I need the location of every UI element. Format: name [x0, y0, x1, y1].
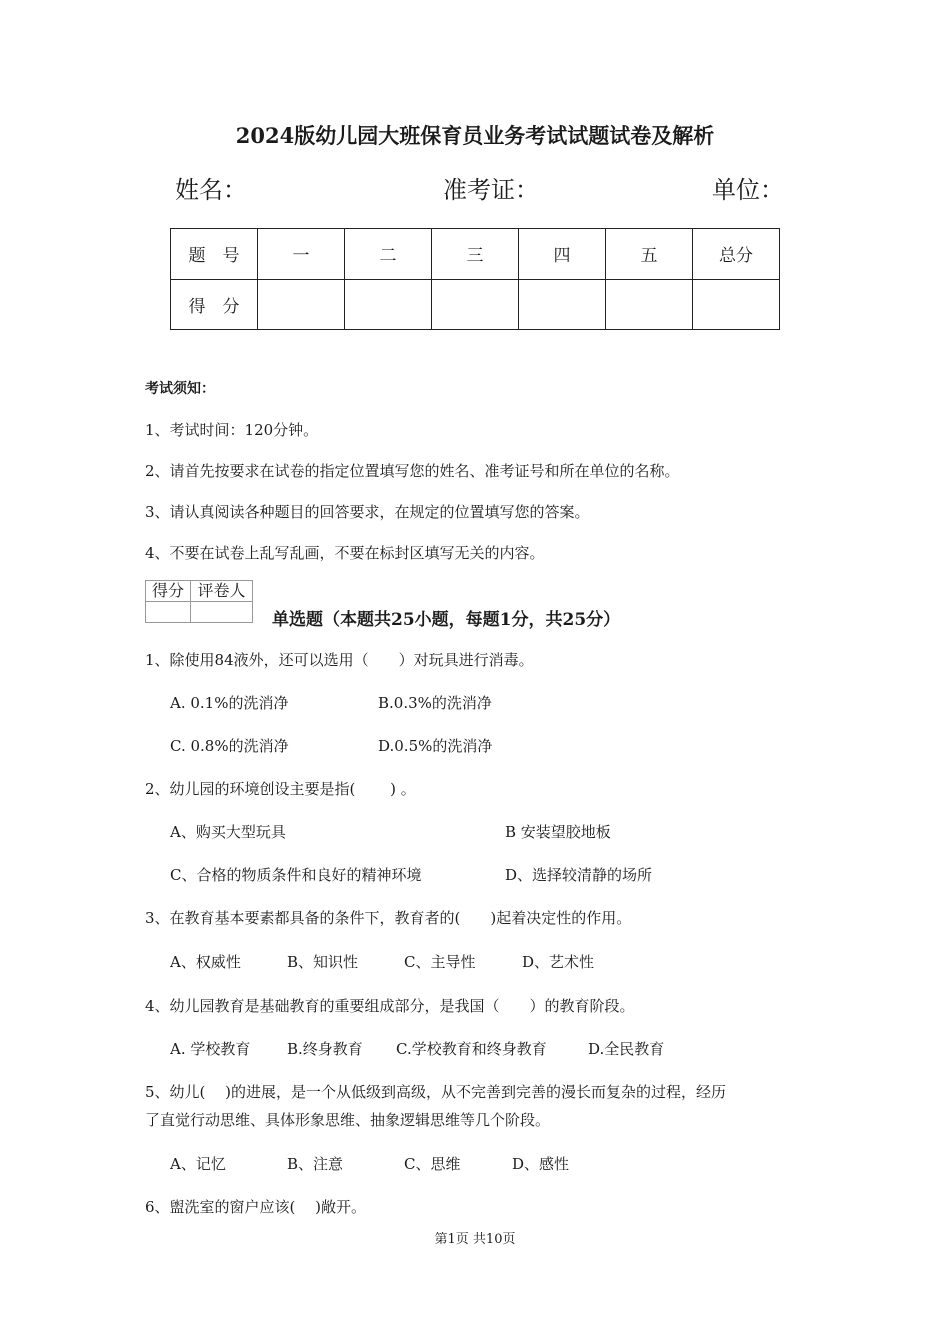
score-table: [170, 228, 780, 330]
question-option: D、艺术性: [522, 953, 595, 971]
score-cell[interactable]: [432, 279, 519, 330]
exam-id-field-label: 准考证：: [443, 176, 539, 204]
score-table-header-cell: 三: [432, 229, 519, 280]
grader-score-label: 得分: [146, 581, 191, 602]
question-text-continued: 了直觉行动思维、具体形象思维、抽象逻辑思维等几个阶段。: [145, 1111, 551, 1129]
question-text: 2、幼儿园的环境创设主要是指( ) 。: [145, 780, 416, 798]
question-text: 4、幼儿园教育是基础教育的重要组成部分，是我国（ ）的教育阶段。: [145, 997, 635, 1015]
question-option: A、权威性: [170, 953, 241, 971]
question-option: B、注意: [287, 1155, 344, 1173]
grader-score-cell[interactable]: [146, 602, 191, 623]
question-option: B 安装望胶地板: [505, 823, 611, 841]
question-option: C、思维: [404, 1155, 461, 1173]
question-text: 3、在教育基本要素都具备的条件下，教育者的( )起着决定性的作用。: [145, 909, 632, 927]
question-option: A. 0.1%的洗消净: [170, 694, 289, 712]
question-option: D、感性: [512, 1155, 570, 1173]
score-table-header-cell: 五: [606, 229, 693, 280]
notice-item: 2、请首先按要求在试卷的指定位置填写您的姓名、准考证号和所在单位的名称。: [145, 462, 680, 480]
question-option: C、主导性: [404, 953, 476, 971]
score-cell[interactable]: [519, 279, 606, 330]
question-option: B.终身教育: [287, 1040, 363, 1058]
question-option: A、购买大型玩具: [170, 823, 286, 841]
question-option: C. 0.8%的洗消净: [170, 737, 289, 755]
question-option: C.学校教育和终身教育: [396, 1040, 547, 1058]
notice-item: 4、不要在试卷上乱写乱画，不要在标封区填写无关的内容。: [145, 544, 545, 562]
score-cell[interactable]: [345, 279, 432, 330]
page-title: 2024版幼儿园大班保育员业务考试试题试卷及解析: [235, 123, 715, 148]
question-option: D.0.5%的洗消净: [378, 737, 493, 755]
grader-name-label: 评卷人: [191, 581, 253, 602]
score-row-label: 得 分: [171, 279, 258, 330]
score-table-header-cell: 总分: [693, 229, 780, 280]
score-cell[interactable]: [606, 279, 693, 330]
section-heading: 单选题（本题共25小题，每题1分，共25分）: [272, 610, 621, 630]
question-option: B、知识性: [287, 953, 359, 971]
question-text: 1、除使用84液外，还可以选用（ ）对玩具进行消毒。: [145, 651, 534, 669]
score-table-score-row: [171, 279, 780, 330]
score-table-header-cell: 题 号: [171, 229, 258, 280]
score-cell[interactable]: [258, 279, 345, 330]
notice-heading: 考试须知：: [145, 381, 215, 397]
question-option: A. 学校教育: [170, 1040, 251, 1058]
page-footer: 第1页 共10页: [434, 1232, 516, 1247]
score-table-header-cell: 二: [345, 229, 432, 280]
question-option: B.0.3%的洗消净: [378, 694, 492, 712]
question-option: A、记忆: [170, 1155, 226, 1173]
unit-field-label: 单位：: [712, 176, 784, 204]
notice-item: 1、考试时间：120分钟。: [145, 421, 319, 439]
notice-item: 3、请认真阅读各种题目的回答要求，在规定的位置填写您的答案。: [145, 503, 590, 521]
name-field-label: 姓名：: [175, 176, 247, 204]
question-option: D.全民教育: [588, 1040, 665, 1058]
score-table-header-cell: 一: [258, 229, 345, 280]
question-option: D、选择较清静的场所: [505, 866, 653, 884]
grader-box: [145, 580, 253, 623]
score-cell[interactable]: [693, 279, 780, 330]
score-table-header-row: [171, 229, 780, 280]
question-text: 5、幼儿( )的进展，是一个从低级到高级，从不完善到完善的漫长而复杂的过程，经历: [145, 1083, 727, 1101]
grader-name-cell[interactable]: [191, 602, 253, 623]
question-option: C、合格的物质条件和良好的精神环境: [170, 866, 422, 884]
question-text: 6、盥洗室的窗户应该( )敞开。: [145, 1198, 367, 1216]
score-table-header-cell: 四: [519, 229, 606, 280]
